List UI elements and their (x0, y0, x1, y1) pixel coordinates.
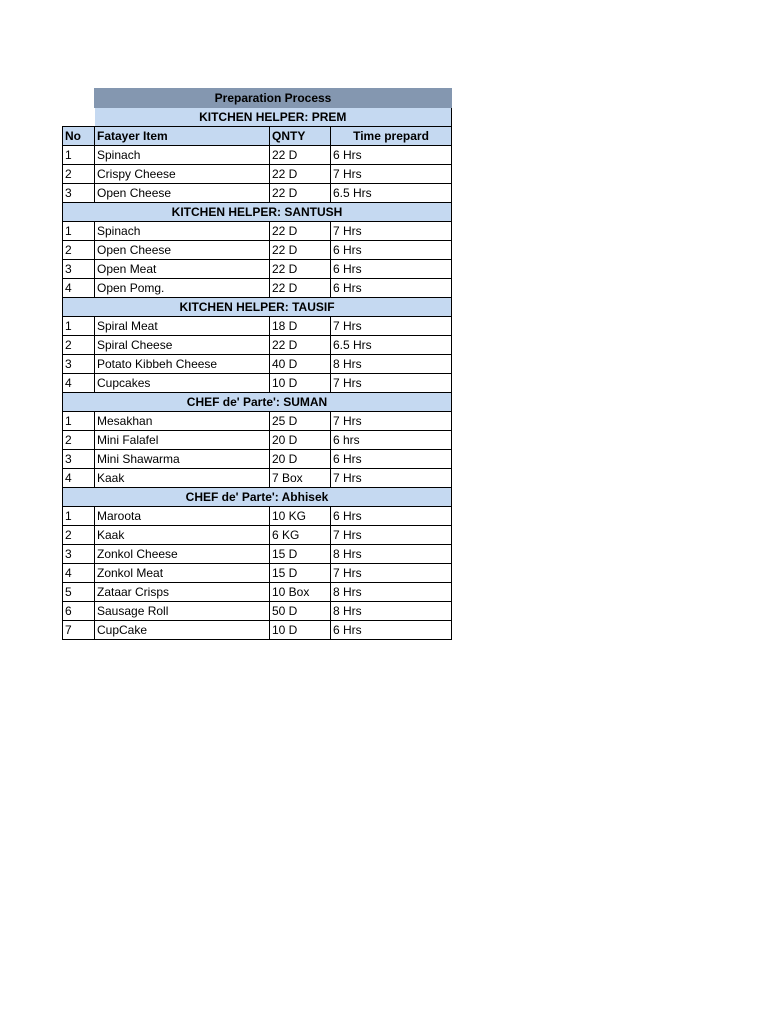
cell-item: Open Cheese (95, 241, 270, 260)
section-header (63, 298, 452, 317)
cell-item: Open Pomg. (95, 279, 270, 298)
cell-item: Zonkol Meat (95, 564, 270, 583)
section-label: KITCHEN HELPER: TAUSIF (63, 298, 452, 317)
cell-item: Spinach (95, 222, 270, 241)
cell-no: 3 (63, 450, 95, 469)
cell-time: 6 Hrs (331, 450, 452, 469)
header-time: Time prepard (331, 127, 452, 146)
cell-qnty: 22 D (270, 184, 331, 203)
cell-qnty: 22 D (270, 146, 331, 165)
cell-time: 6 Hrs (331, 279, 452, 298)
cell-qnty: 7 Box (270, 469, 331, 488)
cell-time: 7 Hrs (331, 526, 452, 545)
cell-no: 2 (63, 526, 95, 545)
column-header-row (63, 127, 452, 146)
cell-no: 1 (63, 222, 95, 241)
table-row (63, 260, 452, 279)
cell-item: Maroota (95, 507, 270, 526)
cell-qnty: 25 D (270, 412, 331, 431)
cell-time: 7 Hrs (331, 317, 452, 336)
table-row (63, 146, 452, 165)
table-row (63, 526, 452, 545)
cell-no: 4 (63, 279, 95, 298)
cell-qnty: 18 D (270, 317, 331, 336)
cell-no: 4 (63, 564, 95, 583)
table-row (63, 602, 452, 621)
section-label: KITCHEN HELPER: PREM (95, 108, 452, 127)
cell-item: Kaak (95, 526, 270, 545)
cell-qnty: 10 KG (270, 507, 331, 526)
cell-time: 7 Hrs (331, 412, 452, 431)
cell-item: Sausage Roll (95, 602, 270, 621)
cell-time: 7 Hrs (331, 469, 452, 488)
section-header (63, 488, 452, 507)
cell-qnty: 20 D (270, 431, 331, 450)
cell-qnty: 22 D (270, 260, 331, 279)
cell-qnty: 10 D (270, 374, 331, 393)
cell-no: 4 (63, 469, 95, 488)
cell-no: 4 (63, 374, 95, 393)
table-row (63, 583, 452, 602)
cell-qnty: 22 D (270, 165, 331, 184)
cell-no: 3 (63, 260, 95, 279)
table-body (63, 89, 452, 640)
table-row (63, 621, 452, 640)
preparation-table (62, 88, 452, 640)
table-row (63, 355, 452, 374)
cell-no: 5 (63, 583, 95, 602)
section-label: CHEF de' Parte': Abhisek (63, 488, 452, 507)
cell-no: 3 (63, 355, 95, 374)
cell-time: 8 Hrs (331, 545, 452, 564)
table-row (63, 222, 452, 241)
table-row (63, 412, 452, 431)
cell-no: 2 (63, 241, 95, 260)
cell-item: Zonkol Cheese (95, 545, 270, 564)
cell-time: 6 hrs (331, 431, 452, 450)
table-row (63, 545, 452, 564)
table-row (63, 279, 452, 298)
cell-qnty: 15 D (270, 564, 331, 583)
cell-time: 8 Hrs (331, 602, 452, 621)
cell-qnty: 10 Box (270, 583, 331, 602)
cell-item: Open Meat (95, 260, 270, 279)
section-label: KITCHEN HELPER: SANTUSH (63, 203, 452, 222)
cell-no: 2 (63, 431, 95, 450)
cell-no: 3 (63, 545, 95, 564)
cell-qnty: 20 D (270, 450, 331, 469)
header-no: No (63, 127, 95, 146)
header-item: Fatayer Item (95, 127, 270, 146)
cell-no: 6 (63, 602, 95, 621)
cell-item: Potato Kibbeh Cheese (95, 355, 270, 374)
table-row (63, 374, 452, 393)
section-header (63, 203, 452, 222)
cell-time: 6 Hrs (331, 260, 452, 279)
cell-qnty: 22 D (270, 241, 331, 260)
section-header (63, 108, 452, 127)
cell-qnty: 22 D (270, 336, 331, 355)
cell-time: 7 Hrs (331, 374, 452, 393)
cell-item: Mini Falafel (95, 431, 270, 450)
cell-item: Mesakhan (95, 412, 270, 431)
cell-qnty: 15 D (270, 545, 331, 564)
cell-item: Spiral Meat (95, 317, 270, 336)
page-title: Preparation Process (95, 89, 452, 108)
cell-no: 7 (63, 621, 95, 640)
cell-item: Spiral Cheese (95, 336, 270, 355)
cell-time: 6.5 Hrs (331, 184, 452, 203)
cell-time: 6 Hrs (331, 507, 452, 526)
section-label: CHEF de' Parte': SUMAN (63, 393, 452, 412)
cell-no: 2 (63, 336, 95, 355)
cell-qnty: 22 D (270, 279, 331, 298)
cell-qnty: 22 D (270, 222, 331, 241)
cell-item: Kaak (95, 469, 270, 488)
cell-item: Cupcakes (95, 374, 270, 393)
cell-time: 6 Hrs (331, 146, 452, 165)
cell-no: 2 (63, 165, 95, 184)
cell-no: 1 (63, 507, 95, 526)
cell-time: 7 Hrs (331, 564, 452, 583)
table-row (63, 317, 452, 336)
table-row (63, 184, 452, 203)
table-row (63, 507, 452, 526)
cell-no: 1 (63, 146, 95, 165)
header-qnty: QNTY (270, 127, 331, 146)
cell-time: 6 Hrs (331, 621, 452, 640)
cell-item: Zataar Crisps (95, 583, 270, 602)
cell-qnty: 40 D (270, 355, 331, 374)
cell-time: 7 Hrs (331, 165, 452, 184)
table-row (63, 165, 452, 184)
blank-cell (63, 108, 95, 127)
table-row (63, 336, 452, 355)
cell-time: 8 Hrs (331, 355, 452, 374)
cell-time: 6 Hrs (331, 241, 452, 260)
section-header (63, 393, 452, 412)
cell-item: CupCake (95, 621, 270, 640)
title-row (63, 89, 452, 108)
cell-item: Spinach (95, 146, 270, 165)
cell-no: 1 (63, 412, 95, 431)
cell-no: 1 (63, 317, 95, 336)
cell-no: 3 (63, 184, 95, 203)
cell-item: Open Cheese (95, 184, 270, 203)
cell-qnty: 10 D (270, 621, 331, 640)
cell-time: 7 Hrs (331, 222, 452, 241)
cell-time: 6.5 Hrs (331, 336, 452, 355)
cell-item: Crispy Cheese (95, 165, 270, 184)
cell-qnty: 50 D (270, 602, 331, 621)
cell-time: 8 Hrs (331, 583, 452, 602)
table-row (63, 564, 452, 583)
cell-qnty: 6 KG (270, 526, 331, 545)
table-row (63, 241, 452, 260)
table-row (63, 431, 452, 450)
blank-cell (63, 89, 95, 108)
table-row (63, 469, 452, 488)
cell-item: Mini Shawarma (95, 450, 270, 469)
table-row (63, 450, 452, 469)
